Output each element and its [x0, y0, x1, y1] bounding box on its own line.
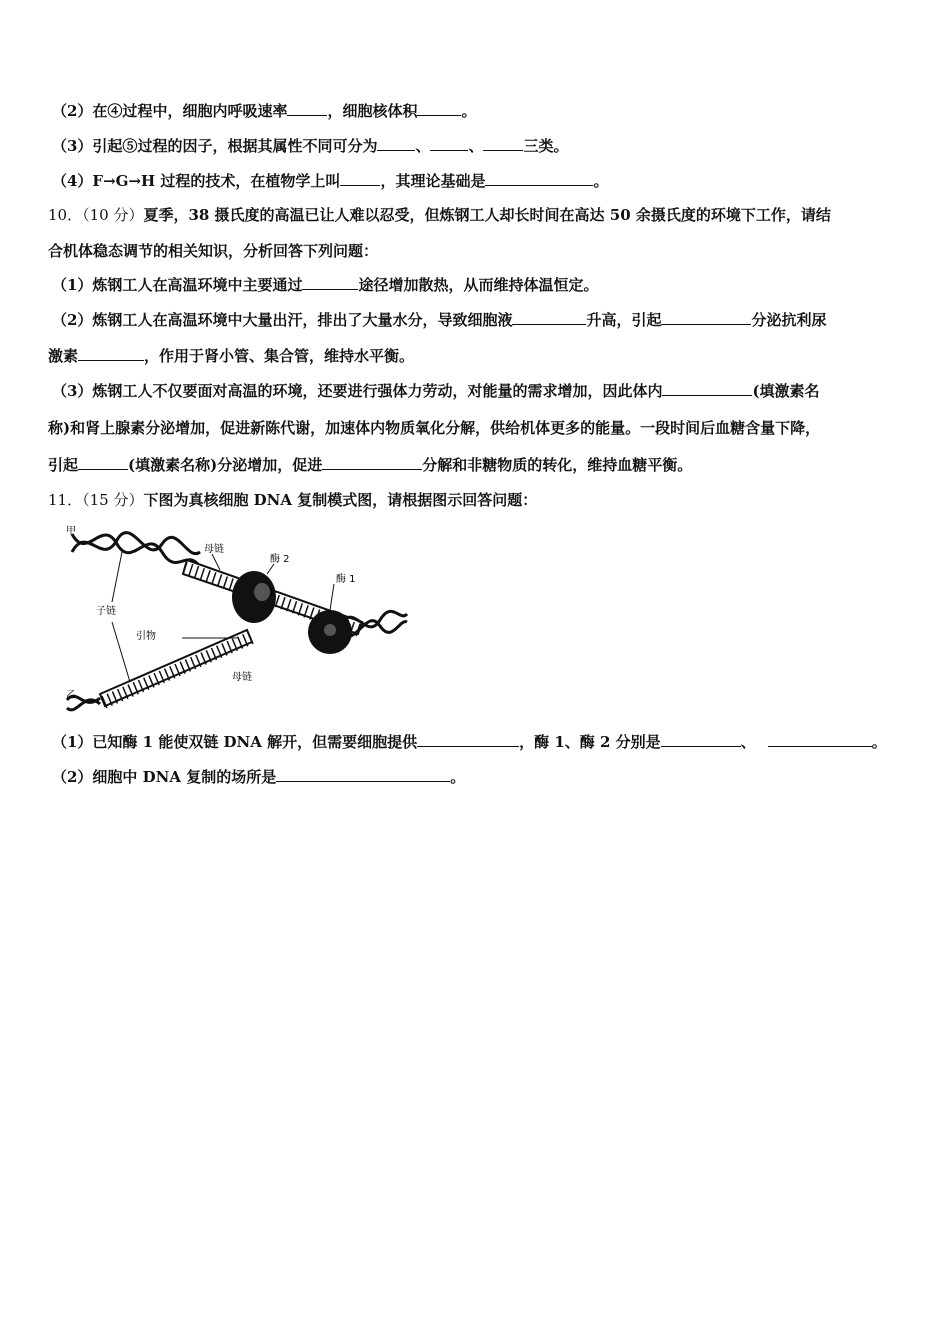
- question-number: 11．（15 分）: [48, 491, 144, 509]
- label-parent-strand-bottom: 母链: [232, 672, 252, 683]
- upper-helix: [72, 533, 200, 567]
- answer-blank[interactable]: [276, 767, 450, 782]
- answer-blank[interactable]: [768, 732, 872, 747]
- label-jia: 甲: [66, 526, 76, 537]
- answer-blank[interactable]: [417, 101, 461, 116]
- q10-2-line-cont: 激素 ，作用于肾小管、集合管，维持水平衡。: [48, 347, 415, 365]
- label-primer: 引物: [136, 631, 156, 642]
- question-number: 10．（10 分）: [48, 206, 144, 224]
- label-parent-strand-top: 母链: [204, 544, 224, 555]
- answer-blank[interactable]: [78, 455, 128, 470]
- answer-blank[interactable]: [302, 275, 358, 290]
- label-daughter-strand: 子链: [96, 606, 116, 617]
- q9-3-line: （3）引起⑤过程的因子，根据其属性不同可分为 、 、 三类。: [52, 137, 569, 155]
- answer-blank[interactable]: [512, 310, 586, 325]
- answer-blank[interactable]: [430, 136, 468, 151]
- enzyme-2: [232, 571, 276, 623]
- label-pointers: [112, 552, 334, 682]
- dna-replication-figure: [62, 522, 412, 718]
- enzyme-1: [308, 610, 352, 654]
- lower-parent-strand: [100, 630, 253, 708]
- q9-2-line: （2）在④过程中，细胞内呼吸速率 ，细胞核体积 。: [52, 102, 477, 120]
- q10-1-line: （1）炼钢工人在高温环境中主要通过 途径增加散热，从而维持体温恒定。: [52, 276, 599, 294]
- q10-heading-cont: 合机体稳态调节的相关知识，分析回答下列问题：: [48, 242, 379, 260]
- answer-blank[interactable]: [485, 171, 593, 186]
- q11-heading: 11．（15 分）下图为真核细胞 DNA 复制模式图，请根据图示回答问题：: [48, 491, 538, 509]
- answer-blank[interactable]: [417, 732, 519, 747]
- answer-blank[interactable]: [322, 455, 422, 470]
- label-yi: 乙: [66, 690, 76, 701]
- q10-3-line-cont2: 引起 (填激素名称)分泌增加，促进 分解和非糖物质的转化，维持血糖平衡。: [48, 456, 693, 474]
- answer-blank[interactable]: [661, 732, 741, 747]
- answer-blank[interactable]: [483, 136, 523, 151]
- q10-3-line-cont: 称)和肾上腺素分泌增加，促进新陈代谢，加速体内物质氧化分解，供给机体更多的能量。一段时间后血糖含量下降，: [48, 419, 821, 437]
- q10-3-line: （3）炼钢工人不仅要面对高温的环境，还要进行强体力劳动，对能量的需求增加，因此体内 (填激素名: [52, 382, 820, 400]
- q11-2-line: （2）细胞中 DNA 复制的场所是 。: [52, 768, 466, 786]
- q10-heading: 10．（10 分）夏季，38 摄氏度的高温已让人难以忍受，但炼钢工人却长时间在高达 50 余摄氏度的环境下工作，请结: [48, 206, 831, 224]
- q9-4-line: （4）F→G→H 过程的技术，在植物学上叫 ，其理论基础是 。: [52, 172, 609, 190]
- q11-1-line: （1）已知酶 1 能使双链 DNA 解开，但需要细胞提供 ，酶 1、酶 2 分别是 、 。: [52, 733, 887, 751]
- label-enzyme-2: 酶 2: [270, 554, 290, 565]
- answer-blank[interactable]: [340, 171, 380, 186]
- answer-blank[interactable]: [661, 310, 751, 325]
- q10-2-line: （2）炼钢工人在高温环境中大量出汗，排出了大量水分，导致细胞液 升高，引起 分泌抗利尿: [52, 311, 827, 329]
- answer-blank[interactable]: [78, 346, 144, 361]
- label-enzyme-1: 酶 1: [336, 574, 356, 585]
- answer-blank[interactable]: [662, 381, 752, 396]
- answer-blank[interactable]: [287, 101, 327, 116]
- answer-blank[interactable]: [377, 136, 415, 151]
